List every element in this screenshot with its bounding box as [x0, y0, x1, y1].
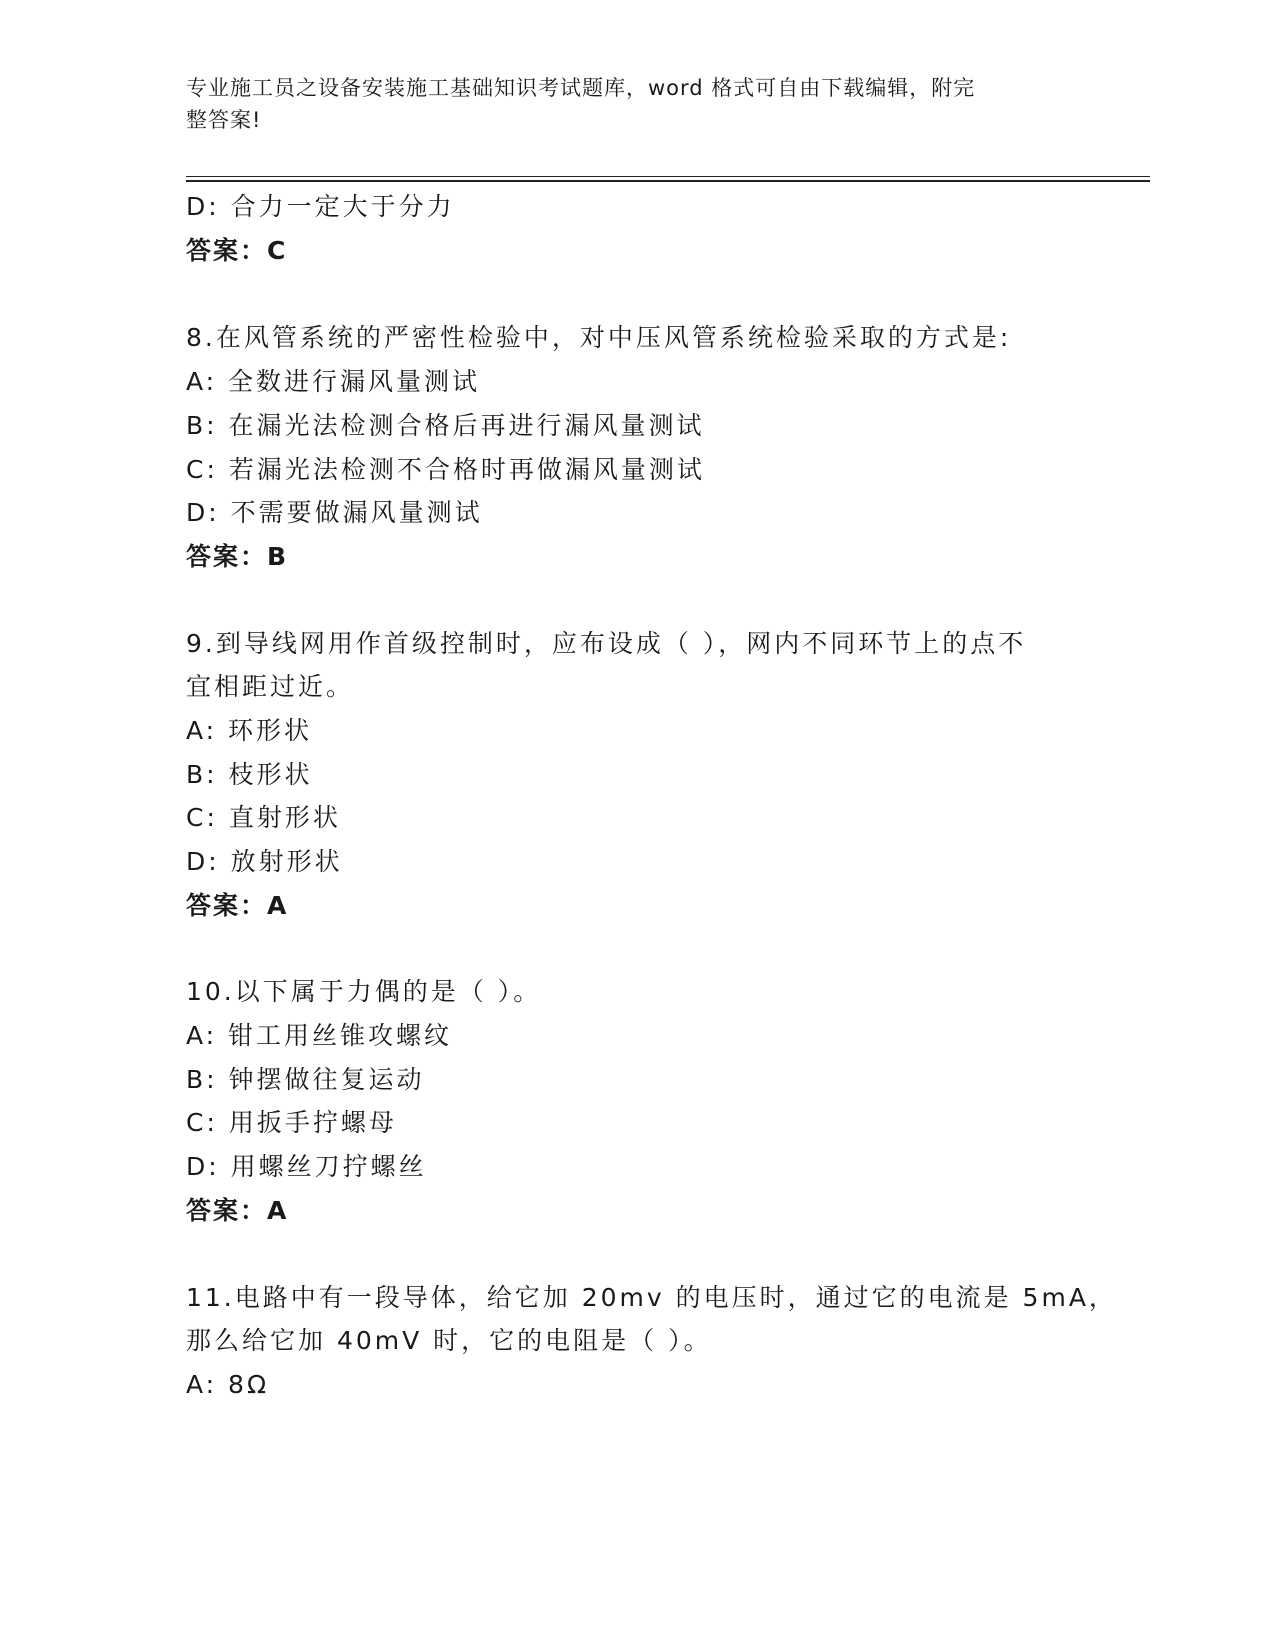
document-header — [186, 72, 1066, 136]
q8-option-a: A: 全数进行漏风量测试 — [186, 367, 481, 396]
q10-question: 10.以下属于力偶的是（ ）。 — [186, 977, 542, 1006]
q9-option-b: B: 枝形状 — [186, 760, 313, 789]
prev-question-option-d: D: 合力一定大于分力 — [186, 192, 455, 221]
q9-option-a: A: 环形状 — [186, 716, 313, 745]
q10-option-d: D: 用螺丝刀拧螺丝 — [186, 1152, 427, 1181]
q9-question-line-1: 9.到导线网用作首级控制时，应布设成（ ），网内不同环节上的点不 — [186, 629, 1027, 658]
q10-option-a: A: 钳工用丝锥攻螺纹 — [186, 1021, 453, 1050]
q11-question-line-1: 11.电路中有一段导体，给它加 20mv 的电压时，通过它的电流是 5mA， — [186, 1283, 1117, 1312]
q8-option-b: B: 在漏光法检测合格后再进行漏风量测试 — [186, 411, 705, 440]
q8-option-d: D: 不需要做漏风量测试 — [186, 498, 483, 527]
header-divider-thick — [186, 180, 1150, 182]
q10-option-c: C: 用扳手拧螺母 — [186, 1108, 397, 1137]
q11-question-line-2: 那么给它加 40mV 时，它的电阻是（ ）。 — [186, 1326, 712, 1355]
q10-option-b: B: 钟摆做往复运动 — [186, 1065, 425, 1094]
q9-option-d: D: 放射形状 — [186, 847, 343, 876]
q10-answer: 答案：A — [186, 1196, 289, 1225]
q8-option-c: C: 若漏光法检测不合格时再做漏风量测试 — [186, 455, 705, 484]
q8-question: 8.在风管系统的严密性检验中，对中压风管系统检验采取的方式是: — [186, 323, 1012, 352]
q9-question-line-2: 宜相距过近。 — [186, 672, 355, 701]
q9-answer: 答案：A — [186, 891, 289, 920]
header-divider-thin — [186, 176, 1150, 177]
q9-option-c: C: 直射形状 — [186, 803, 341, 832]
prev-question-answer: 答案：C — [186, 236, 288, 265]
q11-option-a: A: 8Ω — [186, 1370, 270, 1399]
q8-answer: 答案：B — [186, 542, 289, 571]
header-line-1: 专业施工员之设备安装施工基础知识考试题库，word 格式可自由下载编辑，附完 — [186, 76, 976, 100]
header-line-2: 整答案! — [186, 108, 262, 132]
